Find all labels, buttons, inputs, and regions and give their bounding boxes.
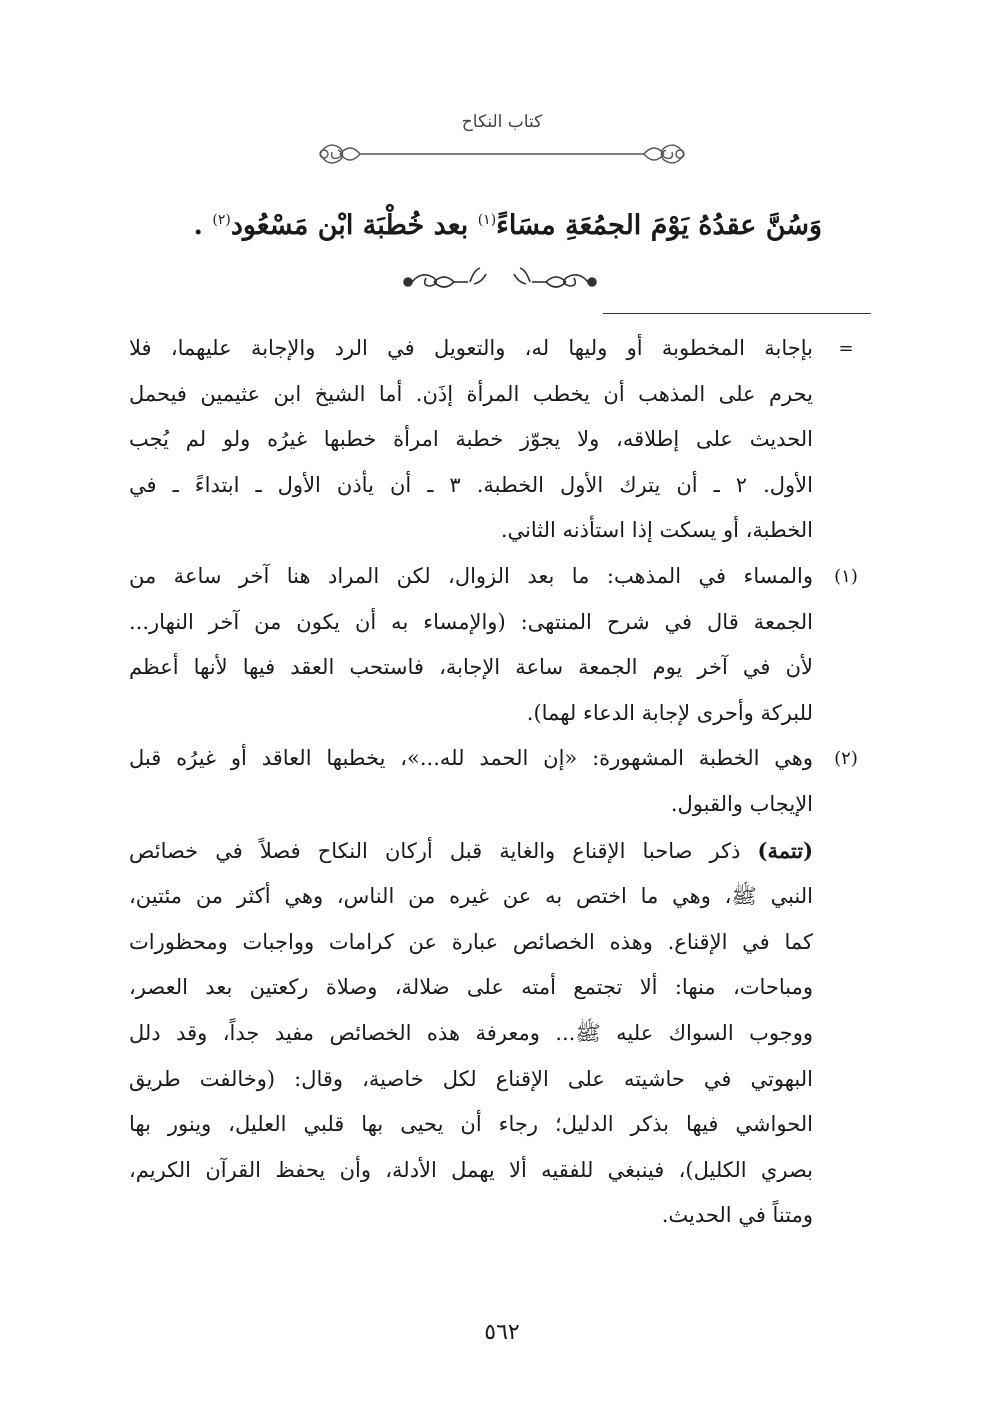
footnote-ref-1[interactable]: (١) [477, 212, 497, 228]
footnote-separator-rule [603, 313, 871, 314]
footnote-ref-2[interactable]: (٢) [212, 212, 231, 228]
continuation-marker: = [838, 338, 854, 359]
footnote-line: الحديث على إطلاقه، ولا يجوّز خطبة امرأة خطبها غيرُه ولو لم يُجب [129, 427, 813, 452]
footnote-line: بإجابة المخطوبة أو وليها له، والتعويل في الرد والإجابة عليهما، فلا [129, 336, 813, 360]
matn-end: . [193, 210, 213, 241]
footnote-line: الجمعة قال في شرح المنتهى: (والإمساء به أن يكون من آخر النهار... [129, 609, 813, 634]
page-number: ٥٦٢ [484, 1320, 520, 1345]
tatimma-line: ومباحات، منها: ألا تجتمع أمته على ضلالة، وصلاة ركعتين بعد العصر، [129, 975, 813, 1000]
footnote-2 [129, 736, 871, 827]
footnote-line: وهي الخطبة المشهورة: «إن الحمد لله...»، يخطبها العاقد أو غيرُه قبل [129, 746, 813, 771]
tatimma-note [129, 828, 871, 1239]
footnote-continuation [129, 326, 871, 554]
tatimma-line: الحواشي فيها بذكر الدليل؛ رجاء أن يحيى بها قلبي العليل، وينور بها [129, 1112, 813, 1137]
tatimma-label: (تتمة) [757, 837, 813, 863]
running-head: كتاب النكاح [461, 112, 543, 132]
tatimma-first-line [129, 828, 813, 875]
footnote-line: يحرم على المذهب أن يخطب المرأة إذَن. أما الشيخ ابن عثيمين فيحمل [129, 381, 813, 406]
matn-part-2: بعد خُطْبَة ابْن مَسْعُود [230, 210, 478, 241]
footnote-line: للبركة وأحرى لإجابة الدعاء لهما). [526, 700, 813, 725]
footnote-line: والمساء في المذهب: ما بعد الزوال، لكن المراد هنا آخر ساعة من [129, 563, 813, 588]
tatimma-line: بصري الكليل)، فينبغي للفقيه ألا يهمل الأدلة، وأن يحفظ القرآن الكريم، [129, 1157, 813, 1182]
matn-part-1: وَسُنَّ عقدُهُ يَوْمَ الجمُعَةِ مسَاءً [496, 210, 822, 241]
section-divider-ornament [400, 262, 600, 302]
tatimma-line: ومتناً في الحديث. [661, 1203, 813, 1228]
header-flourish-ornament [312, 134, 692, 174]
tatimma-line: كما في الإقناع. وهذه الخصائص عبارة عن كرامات وواجبات ومحظورات [129, 929, 813, 954]
tatimma-line: البهوتي في حاشيته على الإقناع لكل خاصية، وقال: (وخالفت طريق [129, 1066, 813, 1091]
footnote-marker-2: (٢) [834, 748, 858, 770]
footnote-line: الأول. ٢ ـ أن يترك الأول الخطبة. ٣ ـ أن يأذن الأول ـ ابتداءً ـ في [129, 472, 813, 497]
footnote-line: لأن في آخر يوم الجمعة ساعة الإجابة، فاستحب العقد فيها لأنها أعظم [129, 655, 813, 680]
tatimma-first-line-text: ذكر صاحبا الإقناع والغاية قبل أركان النكاح فصلاً في خصائص [129, 838, 758, 863]
footnote-line: الخطبة، أو يسكت إذا استأذنه الثاني. [500, 518, 813, 543]
tatimma-line: ووجوب السواك عليه ﷺ... ومعرفة هذه الخصائص مفيد جداً، وقد دلل [129, 1020, 813, 1045]
matn-text [182, 193, 822, 253]
footnotes-section [129, 326, 871, 1239]
footnote-line: الإيجاب والقبول. [670, 791, 813, 816]
footnote-marker-1: (١) [834, 565, 858, 587]
tatimma-line: النبي ﷺ، وهي ما اختص به عن غيره من الناس، وهي أكثر من مئتين، [129, 884, 813, 909]
footnote-1 [129, 554, 871, 736]
